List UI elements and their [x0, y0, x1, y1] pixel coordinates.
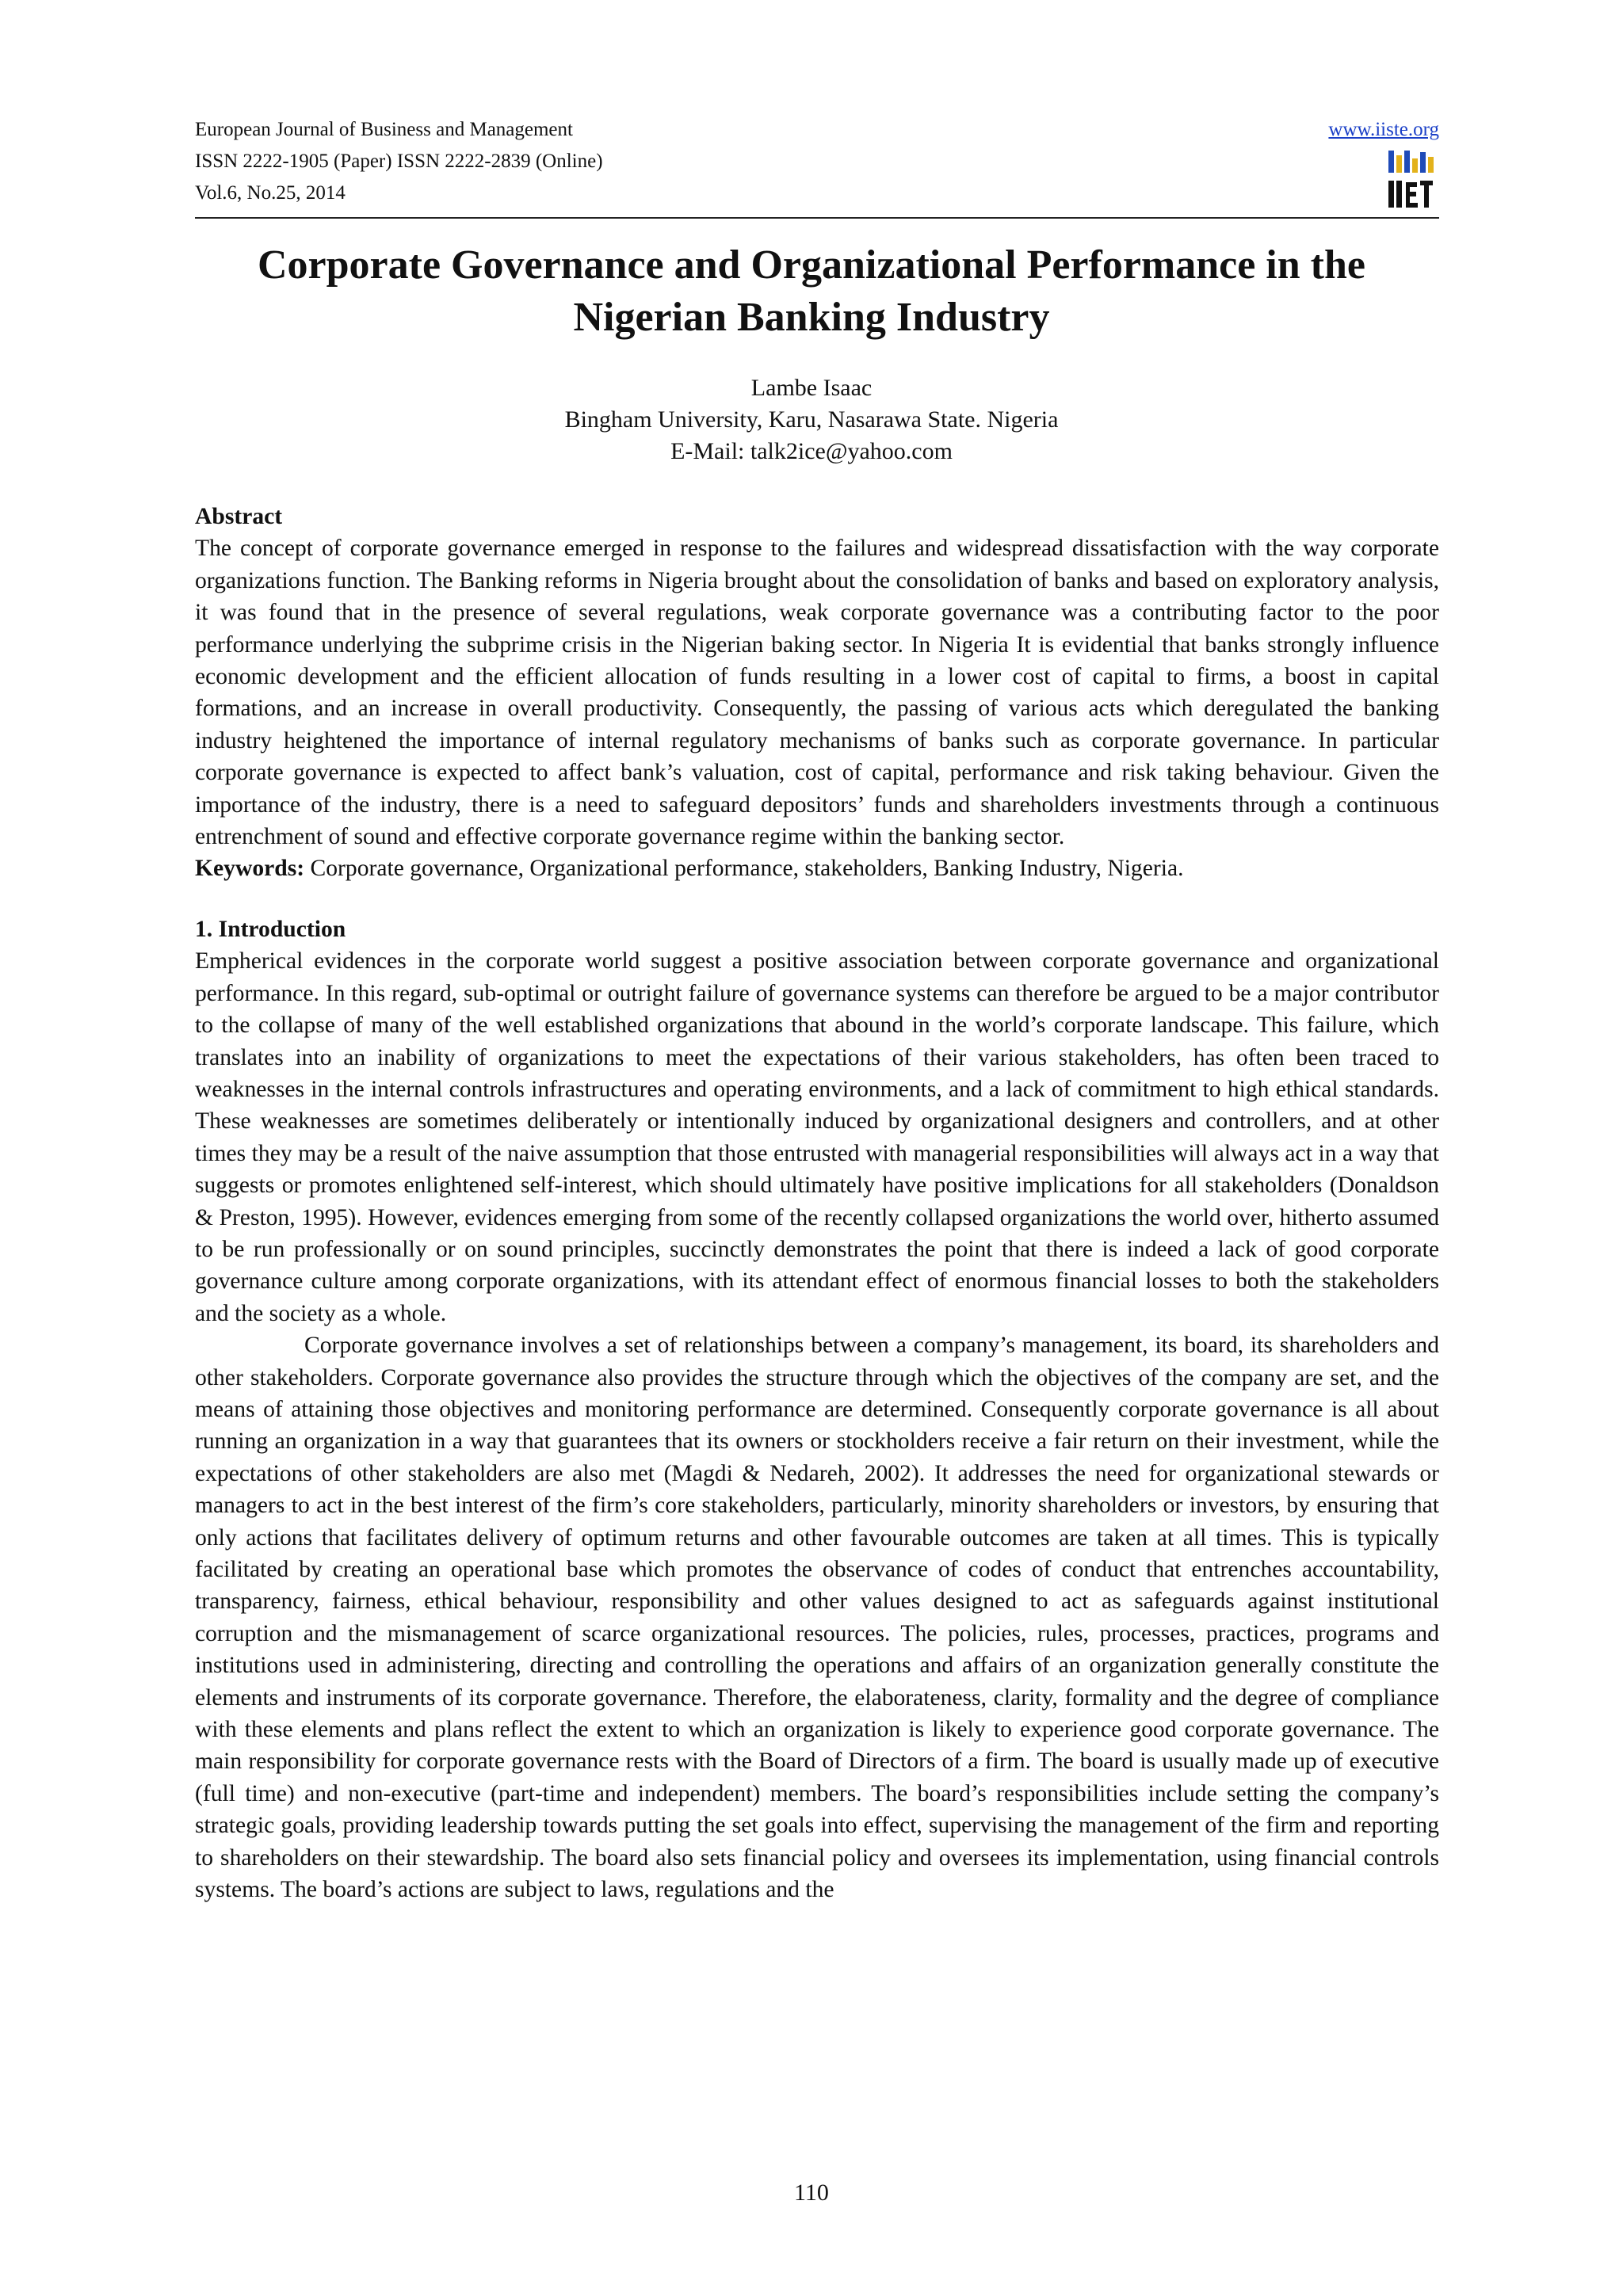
- journal-info: [195, 114, 603, 209]
- keywords-line: [195, 852, 1439, 884]
- paper-title: [158, 239, 1465, 344]
- journal-issn: ISSN 2222-1905 (Paper) ISSN 2222-2839 (Online): [195, 151, 603, 172]
- author-affiliation: Bingham University, Karu, Nasarawa State. Nigeria: [564, 406, 1059, 433]
- journal-header: [195, 114, 1439, 219]
- author-block: [158, 372, 1465, 467]
- paper-title-line-2: Nigerian Banking Industry: [573, 295, 1050, 340]
- abstract-heading: Abstract: [195, 504, 283, 529]
- journal-name: European Journal of Business and Management: [195, 119, 573, 140]
- introduction-paragraph-1: Empherical evidences in the corporate world suggest a positive association between corporate governance and organizational performance. In this regard, sub-optimal or outright failure of governance systems can therefore be argued to be a major contributor to the collapse of many of the well established organizations that abound in the world’s corporate landscape. This failure, which translates into an inability of organizations to meet the expectations of their various stakeholders, has often been traced to weaknesses in the internal controls infrastructures and operating environments, and a lack of commitment to high ethical standards. These weaknesses are sometimes deliberately or intentionally induced by organizational designers and controllers, and at other times they may be a result of the naive assumption that those entrusted with managerial responsibilities will always act in a way that suggests or promotes enlightened self-interest, which should ultimately have positive implications for all stakeholders (Donaldson & Preston, 1995). However, evidences emerging from some of the recently collapsed organizations the world over, hitherto assumed to be run professionally or on sound principles, succinctly demonstrates the point that there is indeed a lack of good corporate governance culture among corporate organizations, with its attendant effect of enormous financial losses to both the stakeholders and the society as a whole.: [195, 948, 1439, 1326]
- page-number: 110: [794, 2180, 829, 2206]
- introduction-heading: 1. Introduction: [195, 916, 346, 942]
- journal-volume: Vol.6, No.25, 2014: [195, 182, 346, 204]
- journal-website-link[interactable]: www.iiste.org: [1328, 119, 1439, 140]
- abstract-text: The concept of corporate governance emerged in response to the failures and widespread dissatisfaction with the way corporate organizations function. The Banking reforms in Nigeria brought about the consolidation of banks and based on exploratory analysis, it was found that in the presence of several regulations, weak corporate governance was a contributing factor to the poor performance underlying the subprime crisis in the Nigerian baking sector. In Nigeria It is evidential that banks strongly influence economic development and the efficient allocation of funds resulting in a lower cost of capital to firms, a boost in capital formations, and an increase in overall productivity. Consequently, the passing of various acts which deregulated the banking industry heightened the importance of internal regulatory mechanisms of banks such as corporate governance. In particular corporate governance is expected to affect bank’s valuation, cost of capital, performance and risk taking behaviour. Given the importance of the industry, there is a need to safeguard depositors’ funds and shareholders investments through a continuous entrenchment of sound and effective corporate governance regime within the banking sector.: [195, 536, 1439, 850]
- keywords-text: Corporate governance, Organizational performance, stakeholders, Banking Industry, Nigeria.: [310, 856, 1184, 882]
- paper-body: [195, 501, 1439, 1905]
- paper-title-line-1: Corporate Governance and Organizational Performance in the: [258, 242, 1365, 288]
- iiste-logo-icon: [1385, 149, 1436, 212]
- introduction-paragraph-2: Corporate governance involves a set of relationships between a company’s management, its board, its shareholders and other stakeholders. Corporate governance also provides the structure through which the objectives of the company are set, and the means of attaining those objectives and monitoring performance are determined. Consequently corporate governance is all about running an organization in a way that guarantees that its owners or stockholders receive a fair return on their investment, while the expectations of other stakeholders are also met (Magdi & Nedareh, 2002). It addresses the need for organizational stewards or managers to act in the best interest of the firm’s core stakeholders, particularly, minority shareholders or investors, by ensuring that only actions that facilitates delivery of optimum returns and other favourable outcomes are taken at all times. This is typically facilitated by creating an operational base which promotes the observance of codes of conduct that entrenches accountability, transparency, fairness, ethical behaviour, responsibility and other values designed to act as safeguards against institutional corruption and the mismanagement of scarce organizational resources. The policies, rules, processes, practices, programs and institutions used in administering, directing and controlling the operations and affairs of an organization generally constitute the elements and instruments of its corporate governance. Therefore, the elaborateness, clarity, formality and the degree of compliance with these elements and plans reflect the extent to which an organization is likely to experience good corporate governance. The main responsibility for corporate governance rests with the Board of Directors of a firm. The board is usually made up of executive (full time) and non-executive (part-time and independent) members. The board’s responsibilities include setting the company’s strategic goals, providing leadership towards putting the set goals into effect, supervising the management of the firm and reporting to shareholders on their stewardship. The board also sets financial policy and oversees its implementation, using financial controls systems. The board’s actions are subject to laws, regulations and the: [195, 1333, 1439, 1903]
- section-gap: [195, 885, 1439, 913]
- author-email: E-Mail: talk2ice@yahoo.com: [670, 438, 953, 464]
- author-name: Lambe Isaac: [750, 375, 873, 401]
- keywords-label: Keywords:: [195, 856, 305, 882]
